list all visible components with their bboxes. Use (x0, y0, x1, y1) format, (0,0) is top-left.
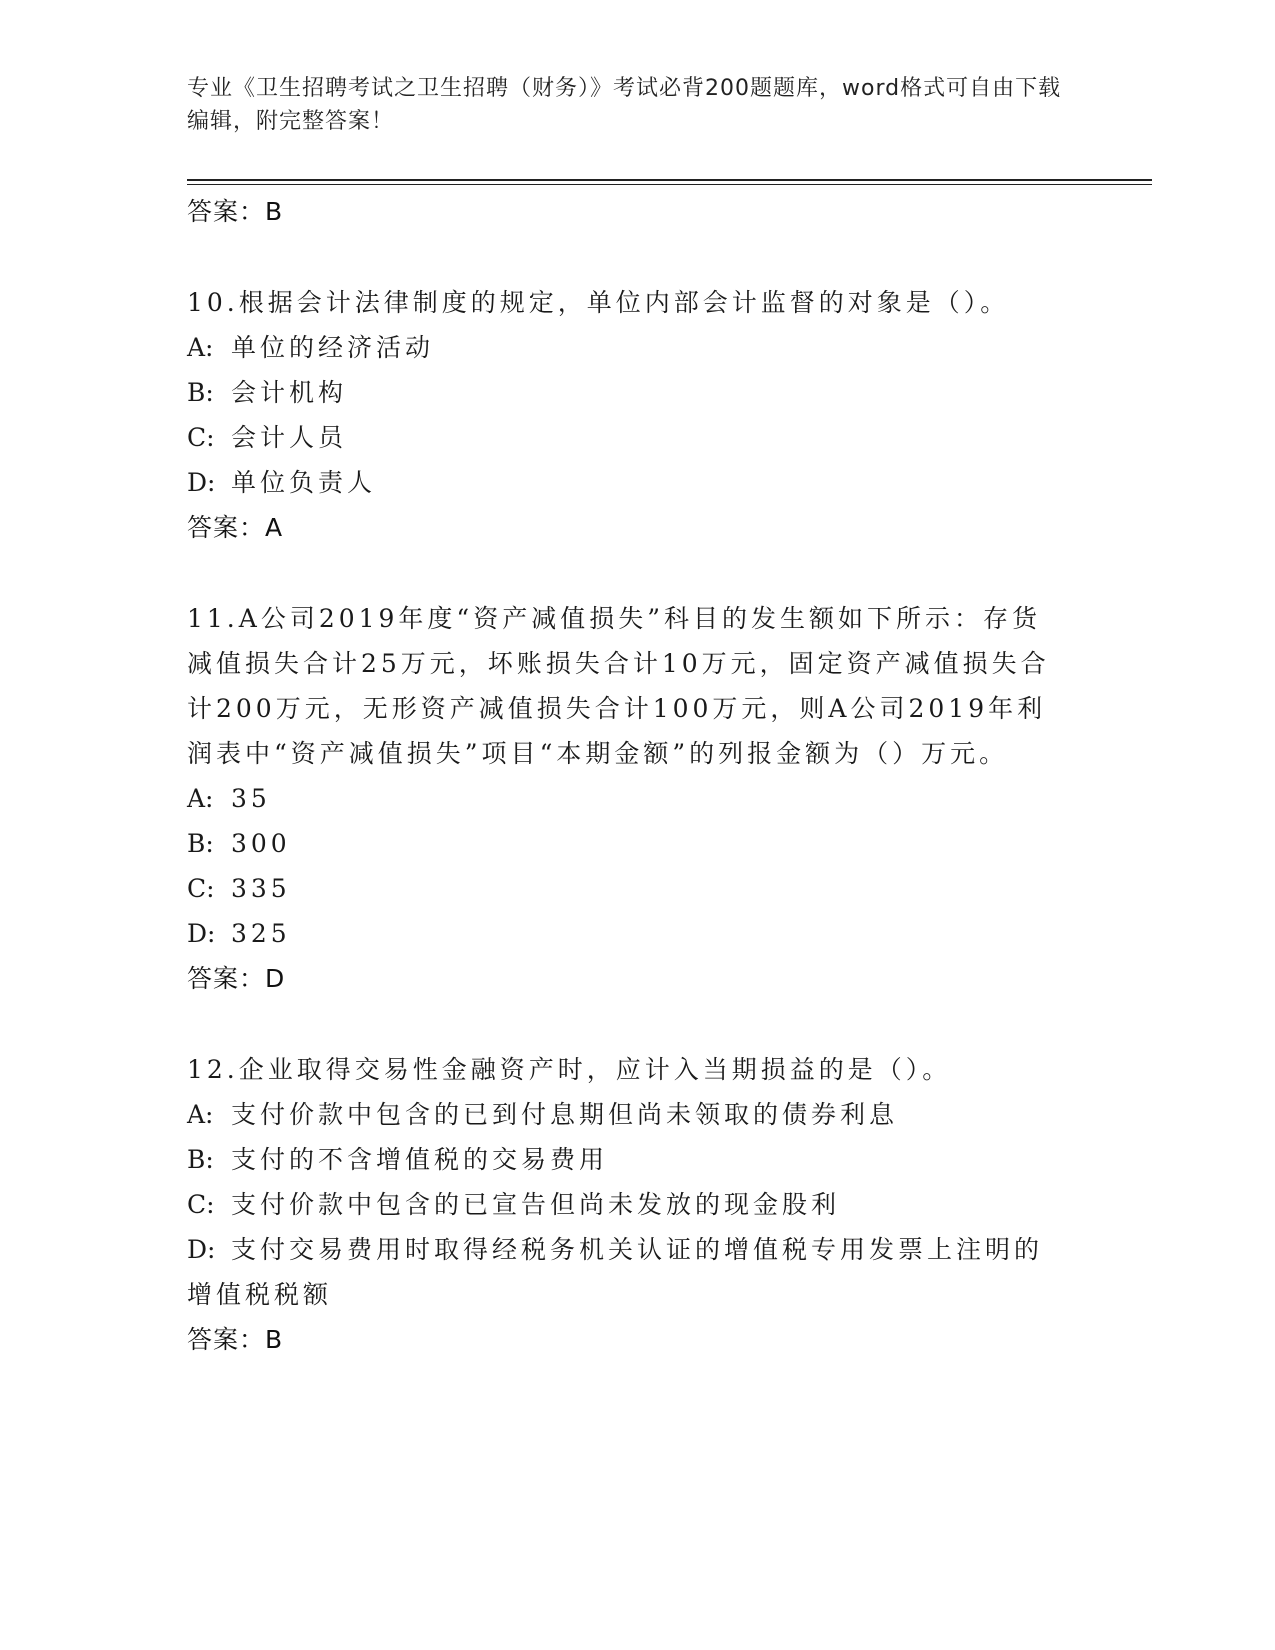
spacer (187, 1001, 1067, 1047)
option-label: C: (187, 874, 215, 903)
option-label: B: (187, 829, 214, 858)
option-label: A: (187, 1100, 214, 1129)
answer-line: 答案：A (187, 513, 284, 542)
document-header: 专业《卫生招聘考试之卫生招聘（财务）》考试必背200题题库，word格式可自由下载编辑，附完整答案！ (187, 76, 1062, 134)
option-label: D: (187, 468, 216, 497)
option-b (187, 1137, 1067, 1182)
option-text: 单位负责人 (231, 468, 377, 497)
option-label: C: (187, 423, 215, 452)
option-text: 会计人员 (231, 423, 348, 452)
option-label: D: (187, 919, 216, 948)
answer-line: 答案：D (187, 964, 286, 993)
option-text: 支付价款中包含的已宣告但尚未发放的现金股利 (231, 1190, 841, 1219)
header-divider (187, 179, 1152, 181)
question-stem: 10.根据会计法律制度的规定，单位内部会计监督的对象是（）。 (187, 288, 1010, 317)
question-block-10 (187, 280, 1067, 550)
spacer (187, 234, 1067, 280)
option-c (187, 1182, 1067, 1227)
option-c (187, 866, 1067, 911)
option-text: 单位的经济活动 (231, 333, 435, 362)
option-d (187, 911, 1067, 956)
question-stem: 11.A公司2019年度“资产减值损失”科目的发生额如下所示：存货减值损失合计25万元，坏账损失合计10万元，固定资产减值损失合计200万元，无形资产减值损失合计100万元，则A公司2019年利润表中“资产减值损失”项目“本期金额”的列报金额为（）万元。 (187, 604, 1050, 768)
header-divider-thin (187, 184, 1152, 185)
answer-line: 答案：B (187, 1325, 284, 1354)
option-label: C: (187, 1190, 215, 1219)
option-d (187, 1227, 1067, 1317)
option-a (187, 1092, 1067, 1137)
option-label: A: (187, 333, 214, 362)
option-label: D: (187, 1235, 216, 1264)
option-b (187, 821, 1067, 866)
answer-line-prev: 答案：B (187, 197, 284, 226)
option-d (187, 460, 1067, 505)
question-stem: 12.企业取得交易性金融资产时，应计入当期损益的是（）。 (187, 1055, 952, 1084)
question-list (187, 189, 1067, 1362)
option-label: B: (187, 1145, 214, 1174)
option-text: 335 (231, 874, 291, 903)
option-a (187, 325, 1067, 370)
option-a (187, 776, 1067, 821)
option-c (187, 415, 1067, 460)
question-block-12 (187, 1047, 1067, 1362)
option-b (187, 370, 1067, 415)
option-label: B: (187, 378, 214, 407)
spacer (187, 550, 1067, 596)
option-text: 支付价款中包含的已到付息期但尚未领取的债券利息 (231, 1100, 899, 1129)
question-block-11 (187, 596, 1067, 1001)
option-text: 支付的不含增值税的交易费用 (231, 1145, 609, 1174)
option-text: 300 (231, 829, 291, 858)
option-text: 会计机构 (231, 378, 348, 407)
option-text: 325 (231, 919, 291, 948)
option-text: 35 (231, 784, 271, 813)
option-text: 支付交易费用时取得经税务机关认证的增值税专用发票上注明的增值税税额 (187, 1235, 1044, 1309)
option-label: A: (187, 784, 214, 813)
